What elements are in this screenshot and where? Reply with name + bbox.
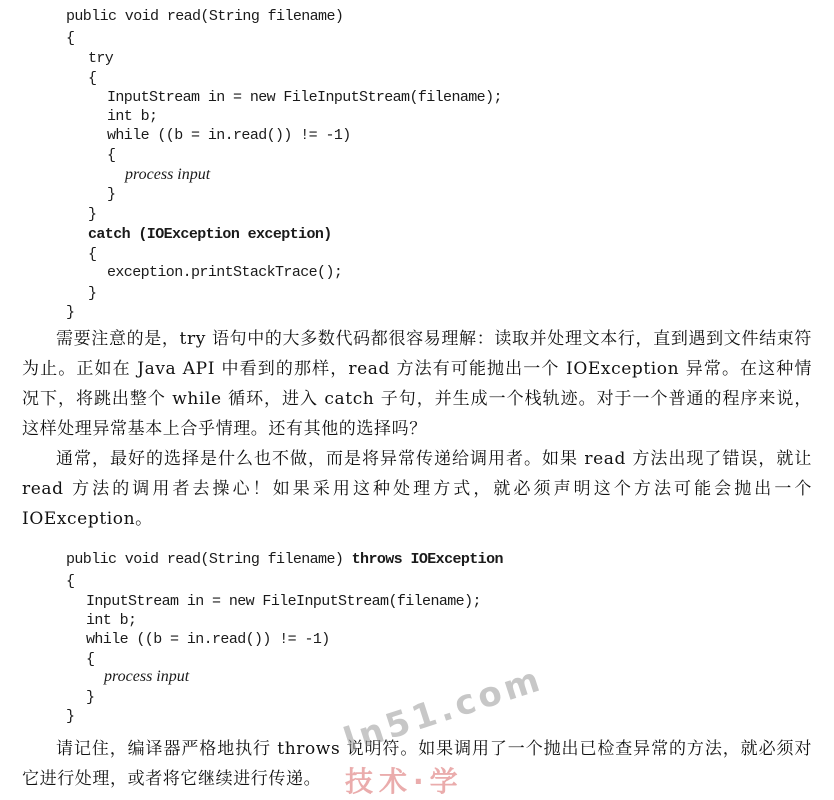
code-line: int b;	[86, 612, 137, 629]
code-line: public void read(String filename)	[66, 8, 344, 25]
code-line: InputStream in = new FileInputStream(filename);	[107, 89, 502, 106]
code-line: }	[86, 689, 95, 706]
code-throws-clause: throws IOException	[351, 551, 503, 568]
code-line: while ((b = in.read()) != -1)	[107, 127, 351, 144]
code-line: {	[88, 246, 97, 263]
code-line: }	[66, 708, 75, 725]
code-line-comment: process input	[104, 668, 190, 685]
code-line: }	[88, 285, 97, 302]
code-line: }	[107, 186, 116, 203]
code-line: int b;	[107, 108, 158, 125]
code-signature: public void read(String filename)	[66, 551, 352, 568]
code-line: }	[88, 206, 97, 223]
code-line	[66, 550, 503, 570]
code-line: {	[88, 70, 97, 87]
code-line: {	[107, 147, 116, 164]
paragraph: 请记住，编译器严格地执行 throws 说明符。如果调用了一个抛出已检查异常的方法，就必须对它进行处理，或者将它继续进行传递。	[22, 739, 812, 789]
code-line: while ((b = in.read()) != -1)	[86, 631, 330, 648]
code-line: }	[66, 304, 75, 321]
code-line: {	[66, 30, 75, 47]
code-line: catch (IOException exception)	[88, 226, 332, 243]
watermark-stamp: 技术·学	[345, 765, 464, 798]
body-text-1	[22, 324, 812, 534]
paragraph: 通常，最好的选择是什么也不做，而是将异常传递给调用者。如果 read 方法出现了错误，就让 read 方法的调用者去操心！如果采用这种处理方式，就必须声明这个方法可能会抛出一个 IOException。	[22, 449, 812, 529]
code-line: {	[66, 573, 75, 590]
code-line: try	[88, 50, 114, 67]
code-line: exception.printStackTrace();	[107, 264, 343, 281]
code-line: InputStream in = new FileInputStream(filename);	[86, 593, 481, 610]
code-line: {	[86, 651, 95, 668]
paragraph: 需要注意的是，try 语句中的大多数代码都很容易理解：读取并处理文本行，直到遇到文件结束符为止。正如在 Java API 中看到的那样，read 方法有可能抛出一个 IOException 异常。在这种情况下，将跳出整个 while 循环，进入 catch 子句，并生成一个栈轨迹。对于一个普通的程序来说，这样处理异常基本上合乎情理。还有其他的选择吗？	[22, 329, 812, 439]
watermark-logo: ln51.com	[338, 658, 549, 762]
code-line-comment: process input	[125, 166, 211, 183]
